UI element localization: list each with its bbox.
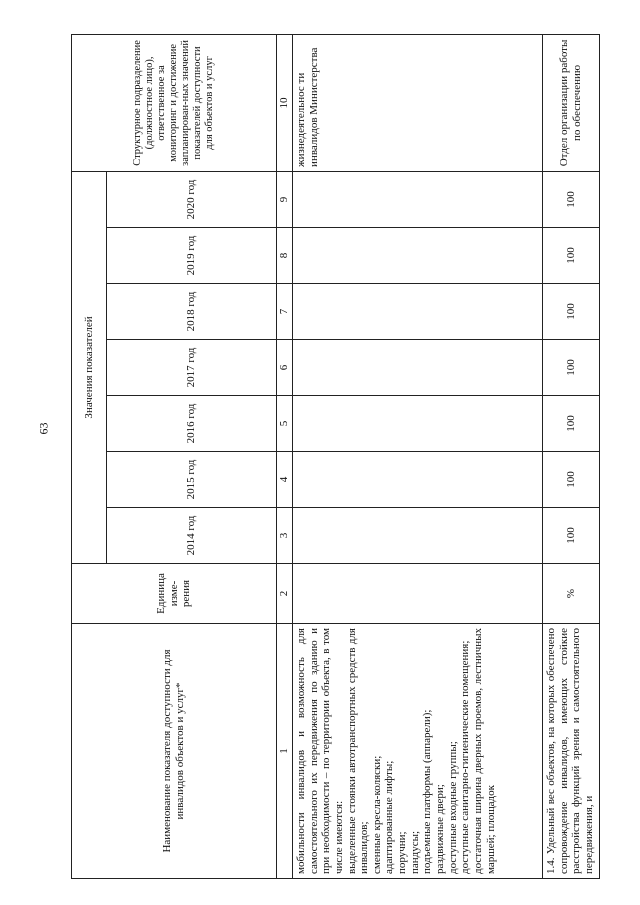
- value-cell: 100: [543, 452, 600, 508]
- header-year: 2017 год: [107, 340, 277, 396]
- column-number: 2: [277, 564, 293, 624]
- indicators-table: [71, 34, 600, 879]
- header-unit: Единица изме-рения: [72, 564, 277, 624]
- indicator-item: поручни;: [396, 831, 409, 874]
- value-cell: 100: [543, 340, 600, 396]
- header-indicator-name: Наименование показателя доступности для инвалидов объектов и услуг*: [72, 624, 277, 879]
- value-cell: 100: [543, 228, 600, 284]
- value-cell: [293, 452, 543, 508]
- indicator-item: доступные входные группы;: [446, 741, 459, 874]
- indicator-item: доступные санитарно-гигиенические помещения;: [459, 640, 472, 874]
- indicator-cell: [293, 624, 543, 879]
- value-cell: 100: [543, 508, 600, 564]
- header-row-1: [72, 34, 107, 878]
- table-row: [293, 34, 543, 878]
- responsible-cell: Отдел организации работы по обеспечению: [543, 34, 600, 171]
- indicators-table-sheet: [71, 35, 609, 879]
- column-number: 3: [277, 508, 293, 564]
- indicator-item: раздвижные двери;: [434, 784, 447, 874]
- column-number: 7: [277, 284, 293, 340]
- indicator-cell: 1.4. Удельный вес объектов, на которых обеспечено сопровождение инвалидов, имеющих стойкие расстройства функций зрения и самостоятельного передвижения, и: [543, 624, 600, 879]
- indicator-item: выделенные стоянки автотранспортных средств для инвалидов;: [345, 628, 371, 874]
- column-number: 4: [277, 452, 293, 508]
- table-row: [543, 34, 600, 878]
- column-number: 8: [277, 228, 293, 284]
- column-number: 6: [277, 340, 293, 396]
- value-cell: 100: [543, 171, 600, 227]
- column-number-row: [277, 34, 293, 878]
- indicator-intro: мобильности инвалидов и возможность для самостоятельного их передвижения по зданию и при необходимости – по территории объекта, в том числе имеются:: [295, 628, 345, 874]
- indicator-item: адаптированные лифты;: [383, 760, 396, 874]
- header-year: 2014 год: [107, 508, 277, 564]
- value-cell: [293, 284, 543, 340]
- unit-cell: [293, 564, 543, 624]
- indicator-item: подъемные платформы (аппарели);: [421, 709, 434, 874]
- value-cell: [293, 228, 543, 284]
- header-responsible: Структурное подразделение (должностное лицо), ответственное за мониторинг и достижение запланирован-ных значений показателей доступности для объектов и услуг: [72, 34, 277, 171]
- header-year: 2019 год: [107, 228, 277, 284]
- value-cell: [293, 340, 543, 396]
- indicator-item: сменные кресла-коляски;: [370, 755, 383, 874]
- column-number: 1: [277, 624, 293, 879]
- column-number: 10: [277, 34, 293, 171]
- header-year: 2018 год: [107, 284, 277, 340]
- value-cell: [293, 508, 543, 564]
- indicator-item: достаточная ширина дверных проемов, лестничных маршей; площадок: [471, 628, 497, 874]
- header-values-group: Значения показателей: [72, 171, 107, 563]
- indicator-item: пандусы;: [408, 830, 421, 874]
- unit-cell: %: [543, 564, 600, 624]
- value-cell: [293, 396, 543, 452]
- header-year: 2015 год: [107, 452, 277, 508]
- responsible-cell: жизнедеятельнос ти инвалидов Министерства: [293, 34, 543, 171]
- header-year: 2016 год: [107, 396, 277, 452]
- value-cell: 100: [543, 396, 600, 452]
- page-number: 63: [36, 422, 51, 435]
- column-number: 9: [277, 171, 293, 227]
- value-cell: 100: [543, 284, 600, 340]
- header-year: 2020 год: [107, 171, 277, 227]
- column-number: 5: [277, 396, 293, 452]
- value-cell: [293, 171, 543, 227]
